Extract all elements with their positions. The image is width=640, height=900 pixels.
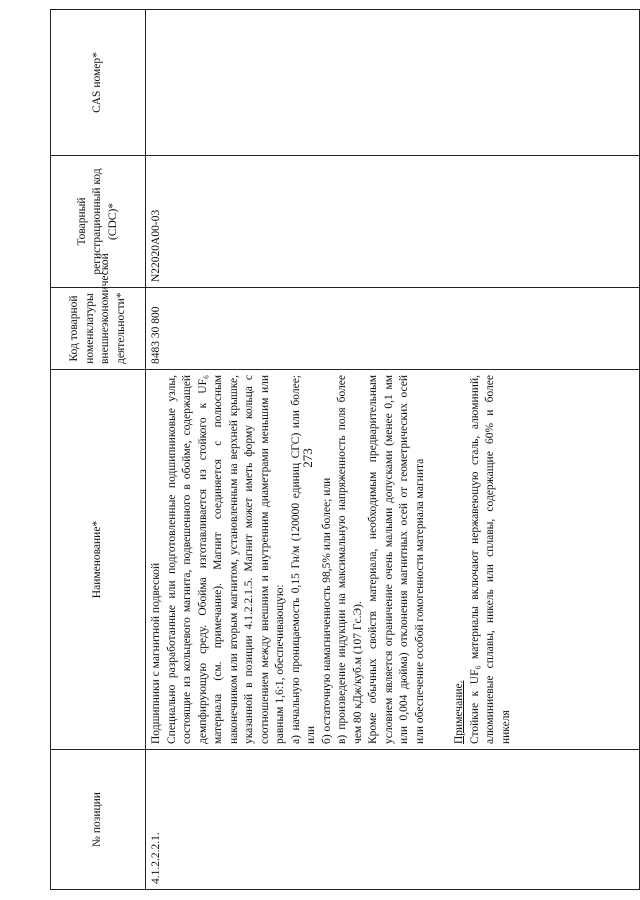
header-name: Наименование* (51, 370, 146, 750)
header-cdc: Товарный регистрационный код (CDC)* (51, 156, 146, 288)
description-paragraph: Специально разработанные или подготовленные подшипниковые узлы, состоящие из кольцевого магнита, подвешенного в обойме, содержащей демпфирующую среду. Обойма изготавливается из стойкого к UF₆ материала (см. примечание). Магнит соединяется с полюсным наконечником или вторым магнитом, установленным на верхней крышке, указанной в позиции 4.1.2.2.1.5. Магнит может иметь форму кольца с соотношением между внешним и внутренним диаметрами меньшим или равным 1,6:1, обеспечивающую: (165, 375, 286, 744)
cell-customs-code: 8483 30 800 (146, 288, 640, 370)
header-cas: CAS номер* (51, 10, 146, 156)
nomenclature-table (50, 9, 640, 890)
table-header-row (51, 10, 146, 890)
option-c: в) произведение индукции на максимальную напряженность поля более чем 80 кДж/куб.м (107 Гс.Э). (336, 375, 364, 744)
header-customs-code: Код товарной номенклатуры внешнеэкономической деятельности* (51, 288, 146, 370)
table-row (146, 10, 640, 890)
cell-cas (146, 10, 640, 156)
note-text: Стойкие к UF₆ материалы включают нержавеющую сталь, алюминий, алюминиевые сплавы, никель или сплавы, содержащие 60% и более никеля (468, 375, 512, 744)
note-title: Примечание. (453, 680, 465, 744)
option-b: б) остаточную намагниченность 98,5% или более; или (320, 477, 333, 744)
page-number: 273 (300, 448, 315, 468)
option-a: а) начальную проницаемость 0,15 Гн/м (120000 единиц СГС) или более; или (289, 375, 317, 744)
cell-description (146, 370, 640, 750)
rotated-table-sheet (50, 10, 640, 890)
header-position: № позиции (51, 750, 146, 890)
cell-cdc: N22020A00-03 (146, 156, 640, 288)
requirements-paragraph: Кроме обычных свойств материала, необходимым предварительным условием является ограничение очень малыми допусками (менее 0,1 мм или 0,004 дюйма) отклонения магнитных осей от геометрических осей или обеспечение особой гомогенности материала магнита (367, 375, 426, 744)
cell-position: 4.1.2.2.2.1. (146, 750, 640, 890)
item-title: Подшипники с магнитной подвеской (150, 562, 162, 744)
